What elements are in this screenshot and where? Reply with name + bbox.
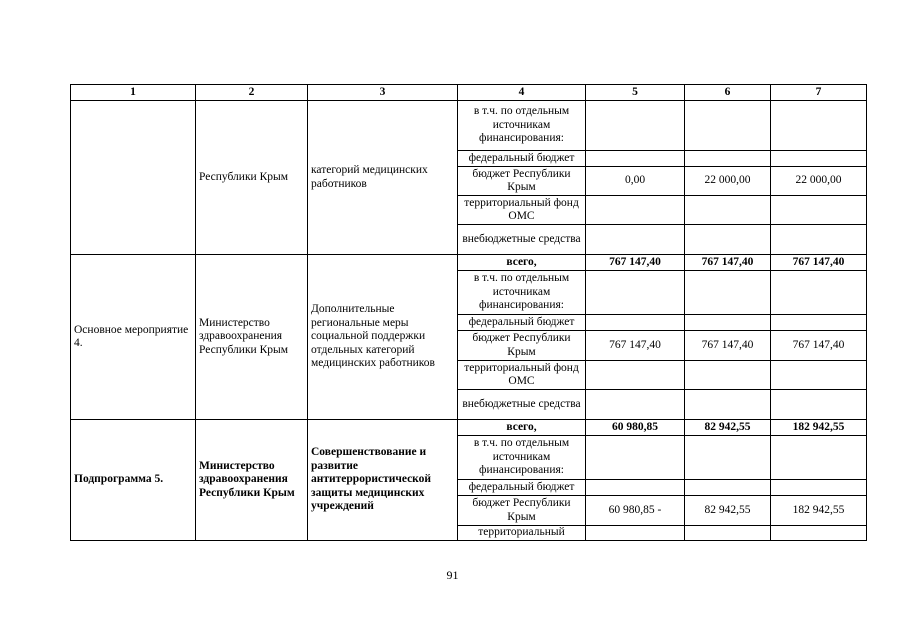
value-col-5 <box>586 480 685 496</box>
funding-source-label: в т.ч. по отдельным источникам финансирования: <box>458 436 586 480</box>
header-col-7: 7 <box>771 85 867 101</box>
header-col-6: 6 <box>685 85 771 101</box>
budget-table <box>70 84 867 541</box>
value-col-6 <box>685 480 771 496</box>
value-col-6 <box>685 315 771 331</box>
value-col-6 <box>685 390 771 420</box>
value-col-6: 82 942,55 <box>685 420 771 436</box>
funding-source-label: территориальный фонд ОМС <box>458 361 586 390</box>
funding-source-label: федеральный бюджет <box>458 315 586 331</box>
funding-source-label: федеральный бюджет <box>458 151 586 167</box>
funding-source-label: бюджет Республики Крым <box>458 167 586 196</box>
value-col-6 <box>685 271 771 315</box>
value-col-7: 22 000,00 <box>771 167 867 196</box>
row-program-name: Подпрограмма 5. <box>71 420 196 541</box>
value-col-7 <box>771 101 867 151</box>
value-col-5 <box>586 436 685 480</box>
value-col-6 <box>685 196 771 225</box>
value-col-5 <box>586 196 685 225</box>
value-col-7 <box>771 315 867 331</box>
header-row <box>71 85 867 101</box>
value-col-5 <box>586 271 685 315</box>
header-col-1: 1 <box>71 85 196 101</box>
value-col-5: 767 147,40 <box>586 331 685 361</box>
value-col-6 <box>685 526 771 541</box>
value-col-6 <box>685 225 771 255</box>
value-col-5 <box>586 315 685 331</box>
value-col-7: 182 942,55 <box>771 496 867 526</box>
funding-source-label: бюджет Республики Крым <box>458 496 586 526</box>
value-col-6: 767 147,40 <box>685 331 771 361</box>
value-col-5 <box>586 225 685 255</box>
row-description: категорий медицинских работников <box>308 101 458 255</box>
value-col-7 <box>771 151 867 167</box>
row-description: Совершенствование и развитие антитеррористической защиты медицинских учреждений <box>308 420 458 541</box>
value-col-5 <box>586 101 685 151</box>
value-col-6 <box>685 151 771 167</box>
value-col-5: 0,00 <box>586 167 685 196</box>
funding-source-label: федеральный бюджет <box>458 480 586 496</box>
header-col-5: 5 <box>586 85 685 101</box>
value-col-7: 767 147,40 <box>771 255 867 271</box>
table-row <box>71 420 867 436</box>
value-col-6 <box>685 361 771 390</box>
funding-source-label: всего, <box>458 255 586 271</box>
funding-source-label: бюджет Республики Крым <box>458 331 586 361</box>
header-col-3: 3 <box>308 85 458 101</box>
funding-source-label: всего, <box>458 420 586 436</box>
value-col-5 <box>586 390 685 420</box>
funding-source-label: в т.ч. по отдельным источникам финансирования: <box>458 271 586 315</box>
row-description: Дополнительные региональные меры социальной поддержки отдельных категорий медицинских работников <box>308 255 458 420</box>
value-col-7 <box>771 390 867 420</box>
row-program-name <box>71 101 196 255</box>
value-col-6 <box>685 101 771 151</box>
value-col-5: 767 147,40 <box>586 255 685 271</box>
value-col-7 <box>771 196 867 225</box>
value-col-7 <box>771 361 867 390</box>
value-col-7: 767 147,40 <box>771 331 867 361</box>
value-col-6: 82 942,55 <box>685 496 771 526</box>
value-col-7 <box>771 526 867 541</box>
header-col-2: 2 <box>196 85 308 101</box>
value-col-7 <box>771 480 867 496</box>
value-col-7 <box>771 436 867 480</box>
value-col-5 <box>586 151 685 167</box>
value-col-5 <box>586 361 685 390</box>
value-col-5 <box>586 526 685 541</box>
row-executor: Республики Крым <box>196 101 308 255</box>
value-col-5: 60 980,85 - <box>586 496 685 526</box>
row-program-name: Основное мероприятие 4. <box>71 255 196 420</box>
funding-source-label: в т.ч. по отдельным источникам финансирования: <box>458 101 586 151</box>
funding-source-label: внебюджетные средства <box>458 390 586 420</box>
header-col-4: 4 <box>458 85 586 101</box>
funding-source-label: территориальный фонд ОМС <box>458 196 586 225</box>
funding-source-label: внебюджетные средства <box>458 225 586 255</box>
table-row <box>71 101 867 151</box>
funding-source-label: территориальный <box>458 526 586 541</box>
page-number: 91 <box>446 568 459 582</box>
value-col-7 <box>771 271 867 315</box>
value-col-5: 60 980,85 <box>586 420 685 436</box>
table-row <box>71 255 867 271</box>
row-executor: Министерство здравоохранения Республики Крым <box>196 420 308 541</box>
value-col-6 <box>685 436 771 480</box>
value-col-6: 767 147,40 <box>685 255 771 271</box>
value-col-6: 22 000,00 <box>685 167 771 196</box>
value-col-7 <box>771 225 867 255</box>
row-executor: Министерство здравоохранения Республики Крым <box>196 255 308 420</box>
value-col-7: 182 942,55 <box>771 420 867 436</box>
